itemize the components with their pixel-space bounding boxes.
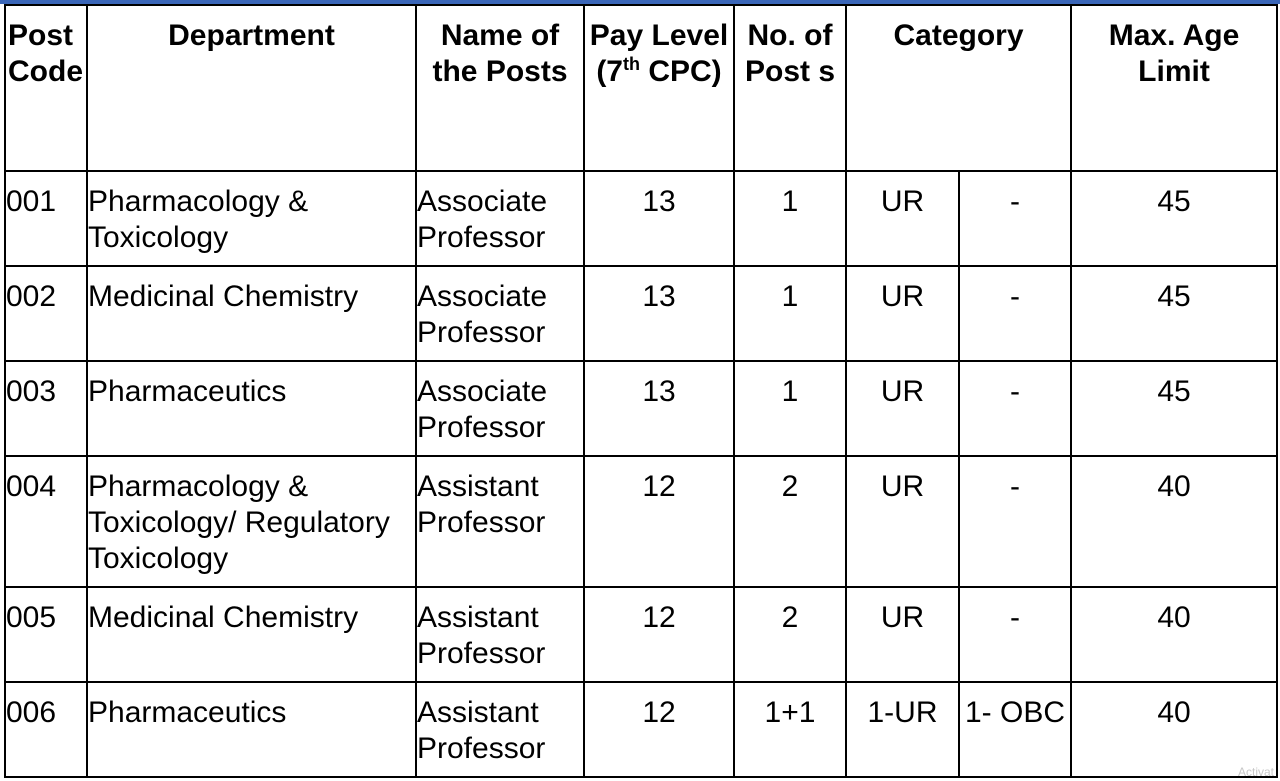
header-pay-level-main: Pay Level bbox=[589, 19, 729, 52]
cell-pay-level: 12 bbox=[584, 456, 734, 587]
cell-no-of-posts: 2 bbox=[734, 456, 846, 587]
cell-max-age: 45 bbox=[1071, 171, 1277, 266]
cell-department: Medicinal Chemistry bbox=[87, 266, 416, 361]
cell-category-2: - bbox=[959, 171, 1071, 266]
table-row bbox=[5, 266, 1277, 361]
cell-max-age: 40 bbox=[1071, 682, 1277, 777]
table-header-row bbox=[5, 5, 1277, 171]
cell-post-name: Assistant Professor bbox=[416, 587, 584, 682]
posts-table bbox=[4, 4, 1278, 778]
cell-department: Pharmaceutics bbox=[87, 682, 416, 777]
cell-category-2: - bbox=[959, 456, 1071, 587]
cell-category-2: 1- OBC bbox=[959, 682, 1071, 777]
cell-no-of-posts: 1 bbox=[734, 171, 846, 266]
header-category: Category bbox=[846, 5, 1071, 171]
cell-category-2: - bbox=[959, 266, 1071, 361]
cell-post-code: 004 bbox=[5, 456, 87, 587]
table-row bbox=[5, 361, 1277, 456]
cell-department: Pharmaceutics bbox=[87, 361, 416, 456]
header-name-of-posts: Name of the Posts bbox=[416, 5, 584, 171]
cell-post-code: 003 bbox=[5, 361, 87, 456]
header-pay-level-prefix: (7 bbox=[596, 55, 623, 88]
cell-post-name: Associate Professor bbox=[416, 266, 584, 361]
cell-category-1: UR bbox=[846, 361, 959, 456]
cell-pay-level: 13 bbox=[584, 361, 734, 456]
cell-category-1: UR bbox=[846, 171, 959, 266]
cell-category-1: UR bbox=[846, 587, 959, 682]
cell-department: Medicinal Chemistry bbox=[87, 587, 416, 682]
header-post-code: Post Code bbox=[5, 5, 87, 171]
cell-post-code: 001 bbox=[5, 171, 87, 266]
cell-max-age: 40 bbox=[1071, 456, 1277, 587]
cell-no-of-posts: 1+1 bbox=[734, 682, 846, 777]
cell-category-1: 1-UR bbox=[846, 682, 959, 777]
cell-pay-level: 12 bbox=[584, 682, 734, 777]
cell-no-of-posts: 1 bbox=[734, 361, 846, 456]
cell-post-code: 005 bbox=[5, 587, 87, 682]
table-row bbox=[5, 456, 1277, 587]
cell-pay-level: 13 bbox=[584, 266, 734, 361]
header-max-age: Max. Age Limit bbox=[1071, 5, 1277, 171]
header-no-of-posts: No. of Post s bbox=[734, 5, 846, 171]
cell-pay-level: 13 bbox=[584, 171, 734, 266]
watermark-text: Activat bbox=[1237, 765, 1274, 779]
cell-max-age: 40 bbox=[1071, 587, 1277, 682]
table-row bbox=[5, 587, 1277, 682]
table-row bbox=[5, 171, 1277, 266]
cell-post-name: Assistant Professor bbox=[416, 682, 584, 777]
cell-max-age: 45 bbox=[1071, 361, 1277, 456]
cell-post-name: Associate Professor bbox=[416, 171, 584, 266]
cell-category-1: UR bbox=[846, 266, 959, 361]
header-pay-level-sup: th bbox=[623, 54, 640, 74]
cell-category-2: - bbox=[959, 587, 1071, 682]
cell-post-code: 002 bbox=[5, 266, 87, 361]
cell-department: Pharmacology & Toxicology/ Regulatory Toxicology bbox=[87, 456, 416, 587]
header-pay-level bbox=[584, 5, 734, 171]
cell-department: Pharmacology & Toxicology bbox=[87, 171, 416, 266]
header-department: Department bbox=[87, 5, 416, 171]
cell-no-of-posts: 1 bbox=[734, 266, 846, 361]
cell-no-of-posts: 2 bbox=[734, 587, 846, 682]
cell-post-code: 006 bbox=[5, 682, 87, 777]
cell-category-1: UR bbox=[846, 456, 959, 587]
header-pay-level-suffix: CPC) bbox=[640, 55, 722, 88]
cell-post-name: Assistant Professor bbox=[416, 456, 584, 587]
cell-pay-level: 12 bbox=[584, 587, 734, 682]
table-row bbox=[5, 682, 1277, 777]
cell-category-2: - bbox=[959, 361, 1071, 456]
cell-max-age: 45 bbox=[1071, 266, 1277, 361]
cell-post-name: Associate Professor bbox=[416, 361, 584, 456]
